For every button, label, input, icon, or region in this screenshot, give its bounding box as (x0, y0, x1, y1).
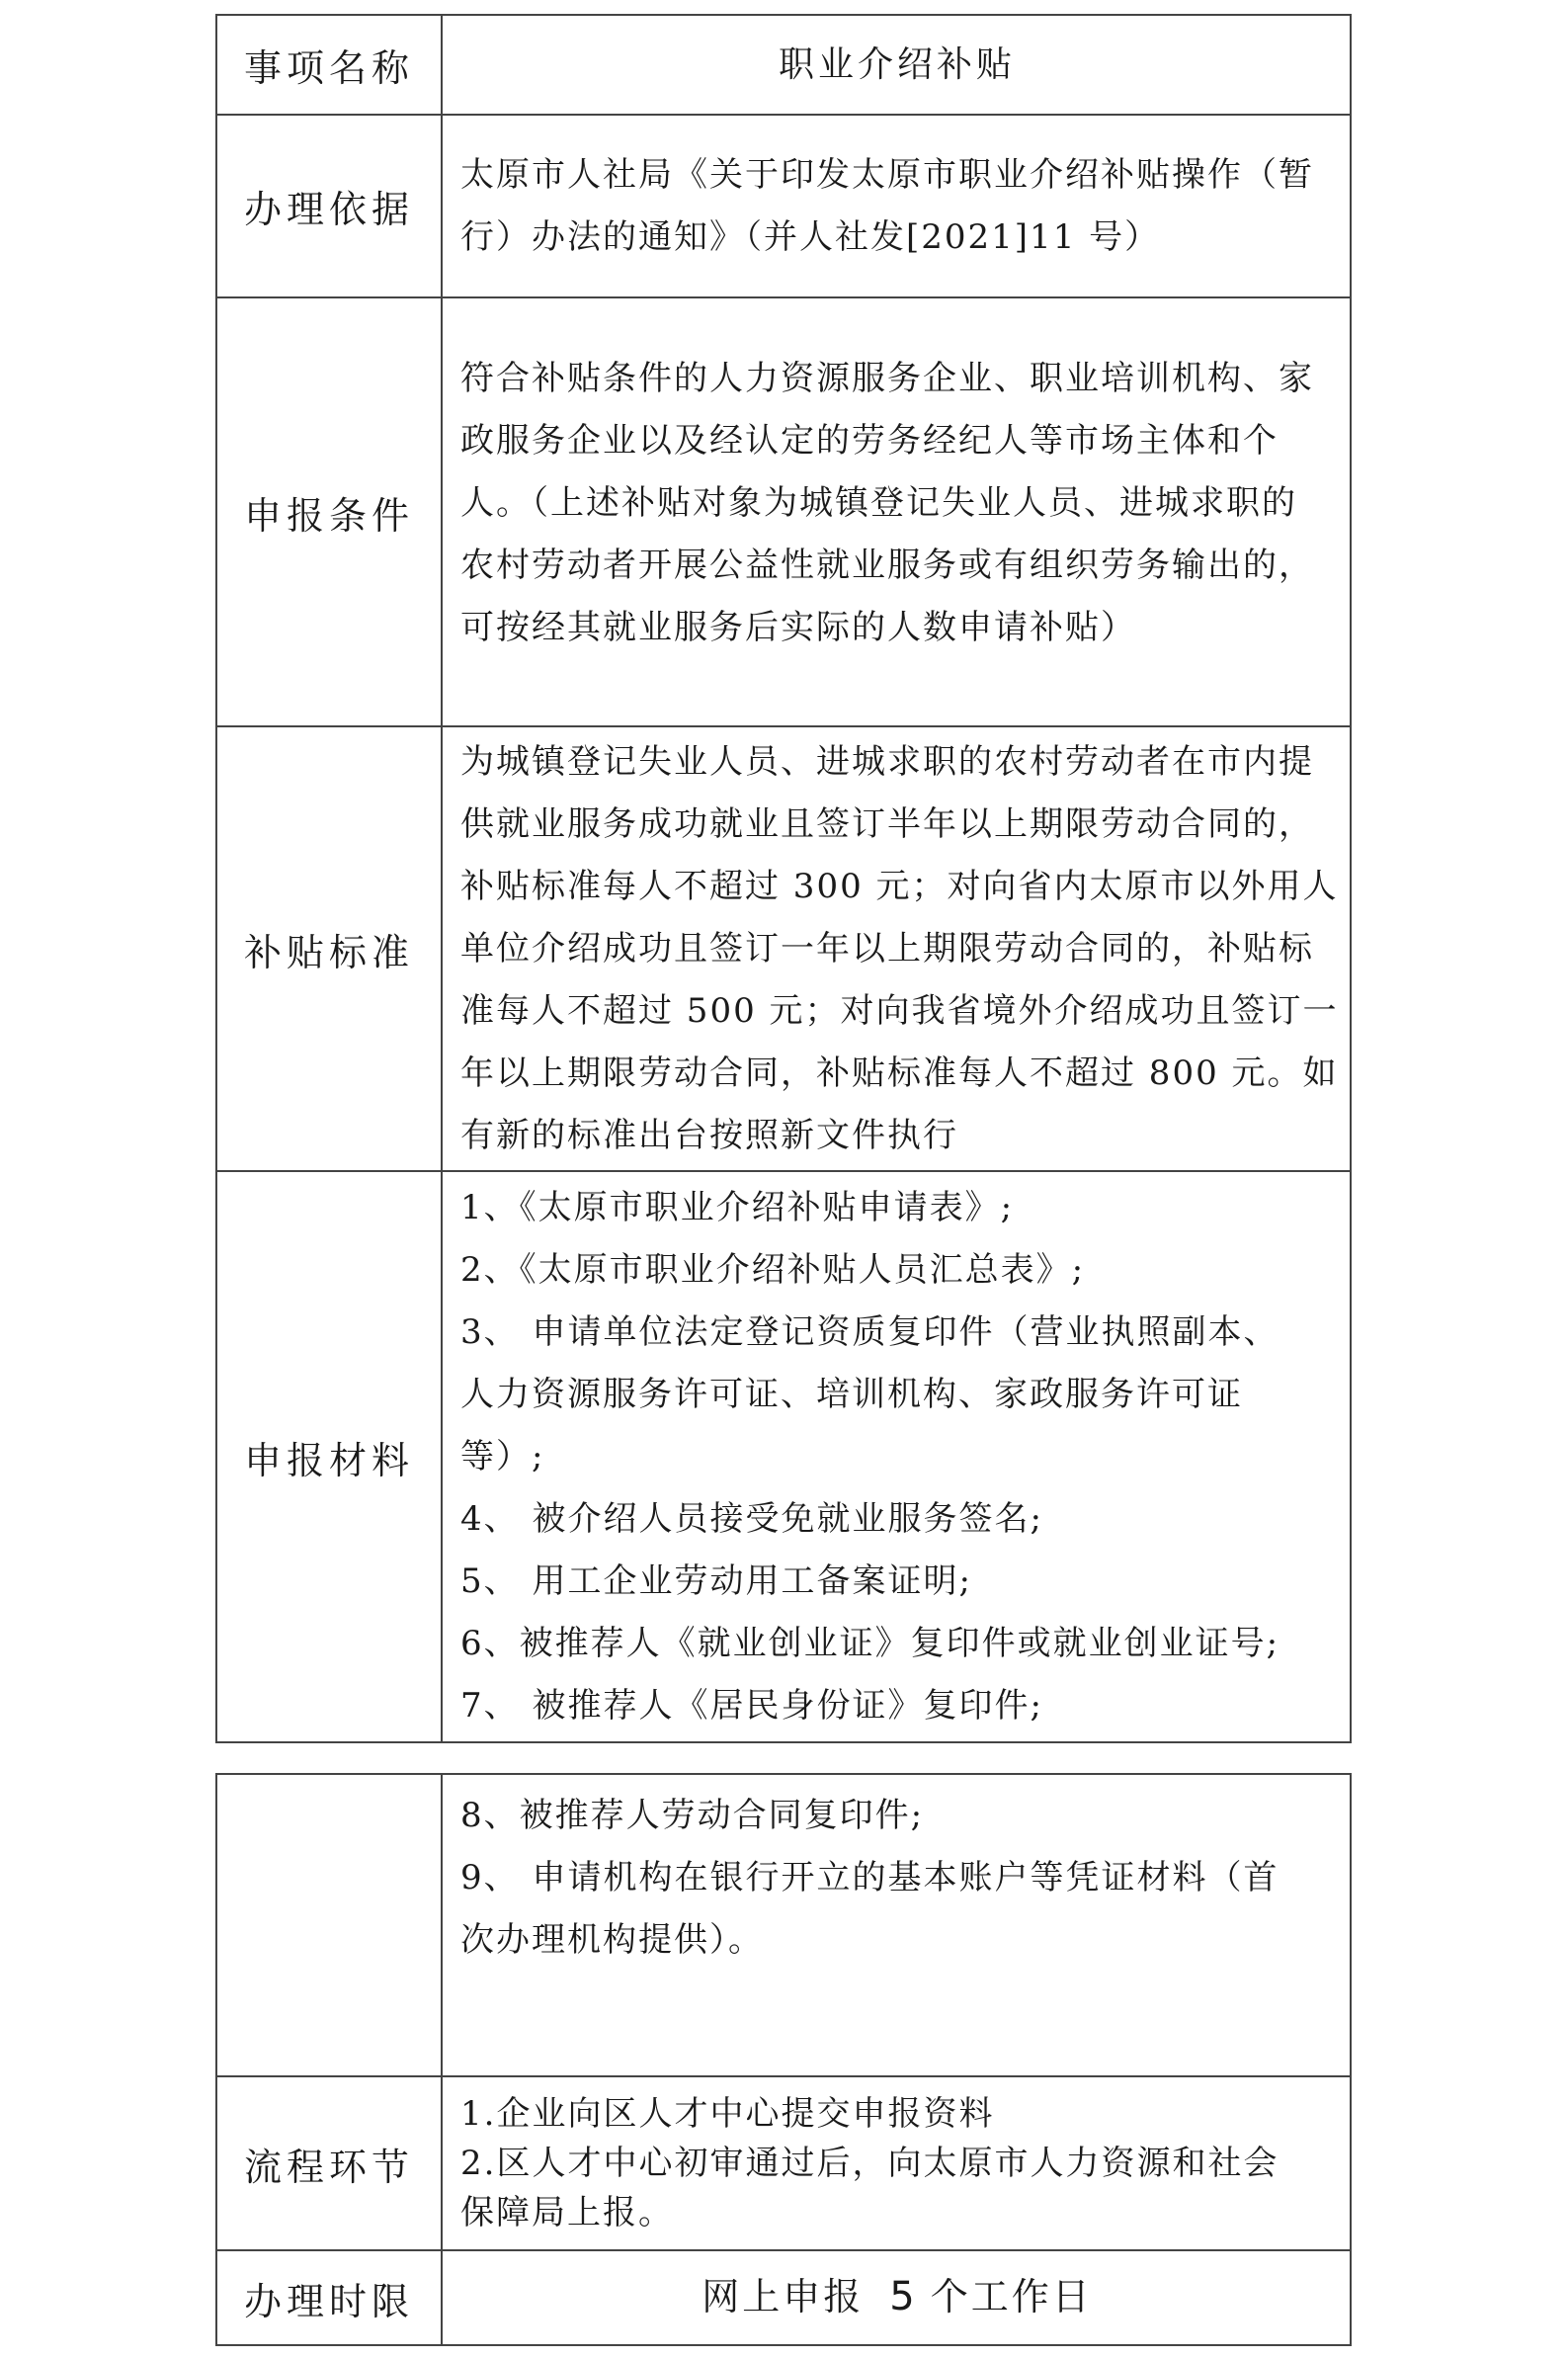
conditions-label: 申报条件 (216, 297, 442, 726)
materials-line: 5、 用工企业劳动用工备案证明; (460, 1560, 972, 1601)
row-materials (216, 1171, 1351, 1742)
materials-line: 次办理机构提供）。 (460, 1920, 764, 1960)
materials-line: 人力资源服务许可证、培训机构、家政服务许可证 (460, 1374, 1243, 1414)
row-item-name (216, 15, 1351, 115)
row-basis (216, 115, 1351, 297)
item-name-value: 职业介绍补贴 (442, 15, 1351, 115)
materials-line: 9、 申请机构在银行开立的基本账户等凭证材料（首 (460, 1858, 1279, 1897)
materials-line: 4、 被介绍人员接受免就业服务签名; (460, 1498, 1043, 1539)
materials-line: 8、被推荐人劳动合同复印件; (460, 1796, 925, 1835)
standard-line: 单位介绍成功且签订一年以上期限劳动合同的，补贴标 (460, 928, 1314, 969)
materials-label: 申报材料 (216, 1171, 442, 1742)
standard-label: 补贴标准 (216, 726, 442, 1171)
conditions-value (442, 297, 1351, 726)
item-table-part-2 (215, 1773, 1352, 2346)
conditions-line: 人。（上述补贴对象为城镇登记失业人员、进城求职的 (460, 483, 1297, 523)
conditions-line: 符合补贴条件的人力资源服务企业、职业培训机构、家 (460, 359, 1314, 398)
standard-line: 供就业服务成功就业且签订半年以上期限劳动合同的， (460, 803, 1314, 844)
process-line: 1.企业向区人才中心提交申报资料 (460, 2094, 995, 2134)
basis-value (442, 115, 1351, 297)
standard-line: 有新的标准出台按照新文件执行 (460, 1115, 958, 1155)
deadline-suffix: 个工作日 (930, 2274, 1093, 2318)
row-conditions (216, 297, 1351, 726)
basis-line: 行）办法的通知》（并人社发[2021]11 号） (460, 216, 1161, 257)
row-deadline (216, 2250, 1351, 2345)
basis-line: 太原市人社局《关于印发太原市职业介绍补贴操作（暂 (460, 154, 1314, 195)
materials-continued-value (442, 1774, 1351, 2076)
standard-line: 年以上期限劳动合同，补贴标准每人不超过 800 元。如 (460, 1053, 1339, 1093)
conditions-line: 农村劳动者开展公益性就业服务或有组织劳务输出的， (460, 546, 1314, 585)
conditions-line: 政服务企业以及经认定的劳务经纪人等市场主体和个 (460, 421, 1279, 461)
deadline-label: 办理时限 (216, 2250, 442, 2345)
row-materials-continued (216, 1774, 1351, 2076)
conditions-line: 可按经其就业服务后实际的人数申请补贴） (460, 608, 1136, 647)
deadline-value (442, 2250, 1351, 2345)
basis-label: 办理依据 (216, 115, 442, 297)
materials-line: 6、被推荐人《就业创业证》复印件或就业创业证号; (460, 1623, 1280, 1663)
materials-line: 3、 申请单位法定登记资质复印件（营业执照副本、 (460, 1311, 1279, 1352)
row-standard (216, 726, 1351, 1171)
standard-line: 为城镇登记失业人员、进城求职的农村劳动者在市内提 (460, 741, 1314, 782)
item-table-part-1 (215, 14, 1352, 1743)
deadline-number: 5 (889, 2273, 917, 2319)
standard-line: 准每人不超过 500 元；对向我省境外介绍成功且签订一 (460, 990, 1339, 1031)
standard-line: 补贴标准每人不超过 300 元；对向省内太原市以外用人 (460, 866, 1339, 906)
process-line: 2.区人才中心初审通过后，向太原市人力资源和社会 (460, 2144, 1279, 2183)
row-process (216, 2076, 1351, 2250)
materials-continued-label (216, 1774, 442, 2076)
item-name-label: 事项名称 (216, 15, 442, 115)
process-label: 流程环节 (216, 2076, 442, 2250)
materials-line: 1、《太原市职业介绍补贴申请表》; (460, 1187, 1015, 1227)
process-line: 保障局上报。 (460, 2193, 674, 2233)
standard-value (442, 726, 1351, 1171)
deadline-prefix: 网上申报 (701, 2274, 865, 2318)
materials-line: 2、《太原市职业介绍补贴人员汇总表》; (460, 1249, 1086, 1290)
process-value (442, 2076, 1351, 2250)
materials-line: 等）; (460, 1436, 545, 1476)
materials-line: 7、 被推荐人《居民身份证》复印件; (460, 1685, 1043, 1726)
materials-value (442, 1171, 1351, 1742)
